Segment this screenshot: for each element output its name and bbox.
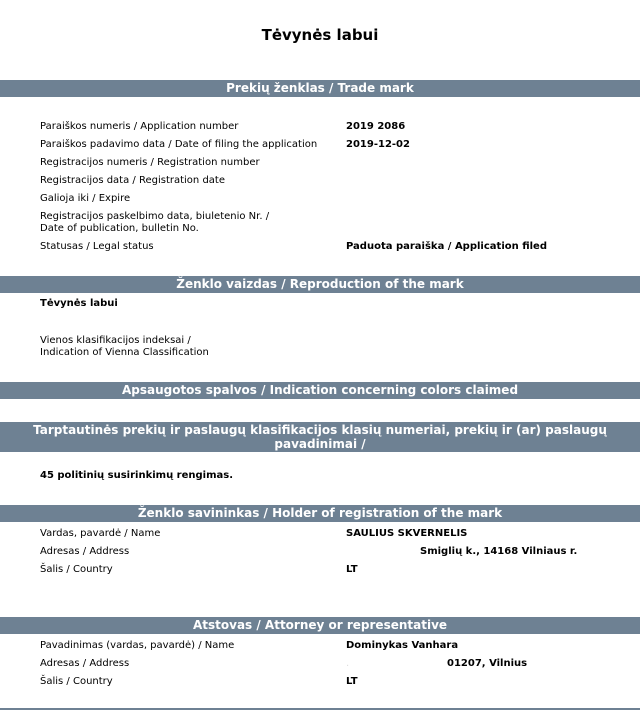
classification-section-header: [0, 422, 640, 465]
holder-section-header: Ženklo savininkas / Holder of registration of the mark: [0, 505, 640, 522]
registration-date-label: Registracijos data / Registration date: [40, 175, 225, 186]
publication-date-label-line2: Date of publication, bulletin No.: [40, 223, 199, 234]
vienna-label-line2: Indication of Vienna Classification: [40, 347, 209, 358]
mark-text: Tėvynės labui: [40, 298, 118, 309]
goods-services-list: 45 politinių susirinkimų rengimas.: [40, 470, 234, 481]
classification-header-line2: Indication of International Classification of Goods and Services, list of goods and (or) services: [1, 451, 639, 465]
holder-name-value: SAULIUS SKVERNELIS: [346, 528, 468, 539]
filing-date-label: Paraiškos padavimo data / Date of filing the application: [40, 139, 318, 150]
bottom-divider: [0, 708, 640, 710]
registration-number-label: Registracijos numeris / Registration number: [40, 157, 260, 168]
holder-address-label: Adresas / Address: [40, 546, 130, 557]
page-title: Tėvynės labui: [261, 26, 379, 44]
holder-address-value: Smiglių k., 14168 Vilniaus r.: [420, 546, 578, 557]
attorney-address-mark: .: [346, 658, 350, 669]
holder-country-label: Šalis / Country: [40, 564, 113, 575]
legal-status-label: Statusas / Legal status: [40, 241, 154, 252]
colors-section-header: Apsaugotos spalvos / Indication concerning colors claimed: [0, 382, 640, 399]
trademark-section-header: Prekių ženklas / Trade mark: [0, 80, 640, 97]
expire-label: Galioja iki / Expire: [40, 193, 131, 204]
holder-name-label: Vardas, pavardė / Name: [40, 528, 161, 539]
attorney-country-label: Šalis / Country: [40, 676, 113, 687]
attorney-address-label: Adresas / Address: [40, 658, 130, 669]
attorney-address-value: 01207, Vilnius: [447, 658, 528, 669]
attorney-section-header: Atstovas / Attorney or representative: [0, 617, 640, 634]
attorney-country-value: LT: [346, 676, 358, 687]
vienna-label-line1: Vienos klasifikacijos indeksai /: [40, 335, 191, 346]
holder-country-value: LT: [346, 564, 358, 575]
attorney-name-label: Pavadinimas (vardas, pavardė) / Name: [40, 640, 235, 651]
publication-date-label-line1: Registracijos paskelbimo data, biuletenio Nr. /: [40, 211, 270, 222]
publication-date-label: [40, 211, 330, 235]
classification-header-line1: Tarptautinės prekių ir paslaugų klasifikacijos klasių numeriai, prekių ir (ar) paslaugų pavadinimai /: [33, 423, 607, 451]
application-number-value: 2019 2086: [346, 121, 406, 132]
attorney-name-value: Dominykas Vanhara: [346, 640, 459, 651]
application-number-label: Paraiškos numeris / Application number: [40, 121, 239, 132]
legal-status-value: Paduota paraiška / Application filed: [346, 241, 547, 252]
filing-date-value: 2019-12-02: [346, 139, 410, 150]
vienna-classification-label: [40, 335, 209, 359]
reproduction-section-header: Ženklo vaizdas / Reproduction of the mark: [0, 276, 640, 293]
